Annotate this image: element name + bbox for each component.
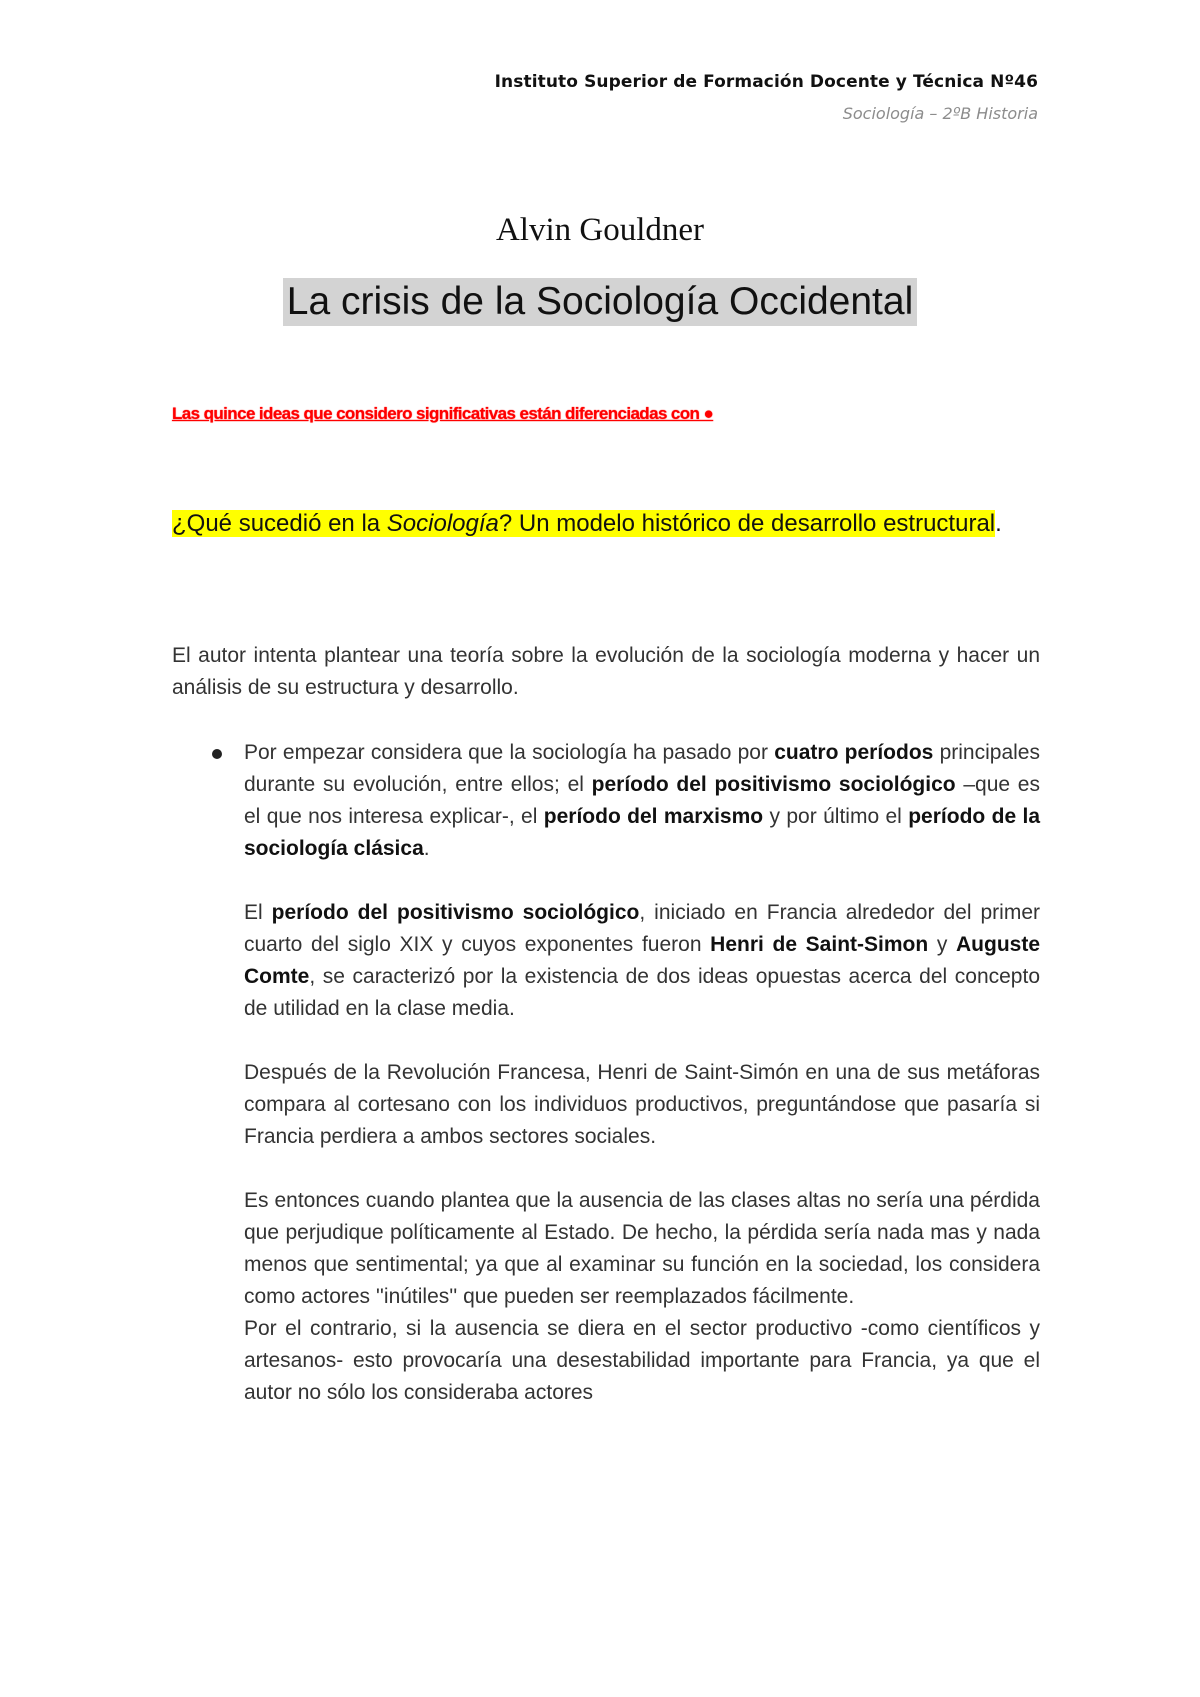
- header-institution: Instituto Superior de Formación Docente y Técnica Nº46: [494, 72, 1038, 92]
- header-course: Sociología – 2ºB Historia: [842, 104, 1038, 123]
- bullet-list: [172, 737, 1040, 1409]
- bold-run: cuatro períodos: [774, 741, 934, 764]
- section-heading-highlight: [172, 510, 995, 537]
- bold-run: período de la sociología clásica: [244, 805, 1041, 860]
- text-run: , iniciado en Francia alrededor del primer cuarto del siglo XIX y cuyos exponentes fueron: [244, 901, 1040, 956]
- highlight-note: Las quince ideas que considero significativas están diferenciadas con ●: [172, 404, 714, 423]
- author-name: Alvin Gouldner: [495, 212, 705, 248]
- paragraph-gap: [244, 1025, 1040, 1057]
- paragraph-gap: [244, 1153, 1040, 1185]
- paragraph-positivism: [244, 897, 1040, 1025]
- heading-part1: ¿Qué sucedió en la: [172, 510, 387, 537]
- bullet-icon: [212, 749, 222, 759]
- bold-run: período del marxismo: [543, 805, 764, 828]
- text-run: , se caracterizó por la existencia de dos ideas opuestas acerca del concepto de utilidad en la clase media.: [244, 965, 1040, 1020]
- text-run: principales durante su evolución, entre ellos; el: [244, 741, 1040, 796]
- text-run: .: [423, 837, 430, 860]
- paragraph-upper-classes: Es entonces cuando plantea que la ausencia de las clases altas no sería una pérdida que perjudique políticamente al Estado. De hecho, la pérdida sería nada mas y nada menos que sentimental; ya que al examinar su función en la sociedad, los considera como actores ''inútiles'' que pueden ser reemplazados fácilmente.: [244, 1189, 1040, 1308]
- paragraph-productive-sector: Por el contrario, si la ausencia se diera en el sector productivo -como científicos y artesanos- esto provocaría una desestabilidad importante para Francia, ya que el autor no sólo los consideraba actores: [244, 1317, 1040, 1404]
- text-run: El: [244, 901, 272, 924]
- bullet-content: [244, 737, 1040, 1409]
- text-run: Por empezar considera que la sociología ha pasado por: [244, 741, 775, 764]
- bold-run: Henri de Saint-Simon: [710, 933, 929, 956]
- paragraph-revolution: Después de la Revolución Francesa, Henri de Saint-Simón en una de sus metáforas compara al cortesano con los individuos productivos, preguntándose que pasaría si Francia perdiera a ambos sectores sociales.: [244, 1061, 1040, 1148]
- bullet-paragraph-1: [244, 737, 1040, 865]
- intro-paragraph: El autor intenta plantear una teoría sobre la evolución de la sociología moderna y hacer un análisis de su estructura y desarrollo.: [172, 644, 1040, 699]
- heading-italic: Sociología: [386, 510, 499, 537]
- paragraph-gap: [244, 865, 1040, 897]
- bold-run: Auguste Comte: [244, 933, 1040, 988]
- section-heading: [172, 506, 1040, 542]
- heading-end: .: [995, 510, 1002, 537]
- bold-run: período del positivismo sociológico: [271, 901, 640, 924]
- text-run: –que es el que nos interesa explicar-, el: [244, 773, 1040, 828]
- title-wrapper: [0, 278, 1200, 326]
- bold-run: período del positivismo sociológico: [591, 773, 956, 796]
- heading-part2: ? Un modelo histórico de desarrollo estructural: [498, 510, 996, 537]
- document-title: La crisis de la Sociología Occidental: [283, 278, 918, 326]
- text-run: y por último el: [763, 805, 909, 828]
- text-run: y: [928, 933, 956, 956]
